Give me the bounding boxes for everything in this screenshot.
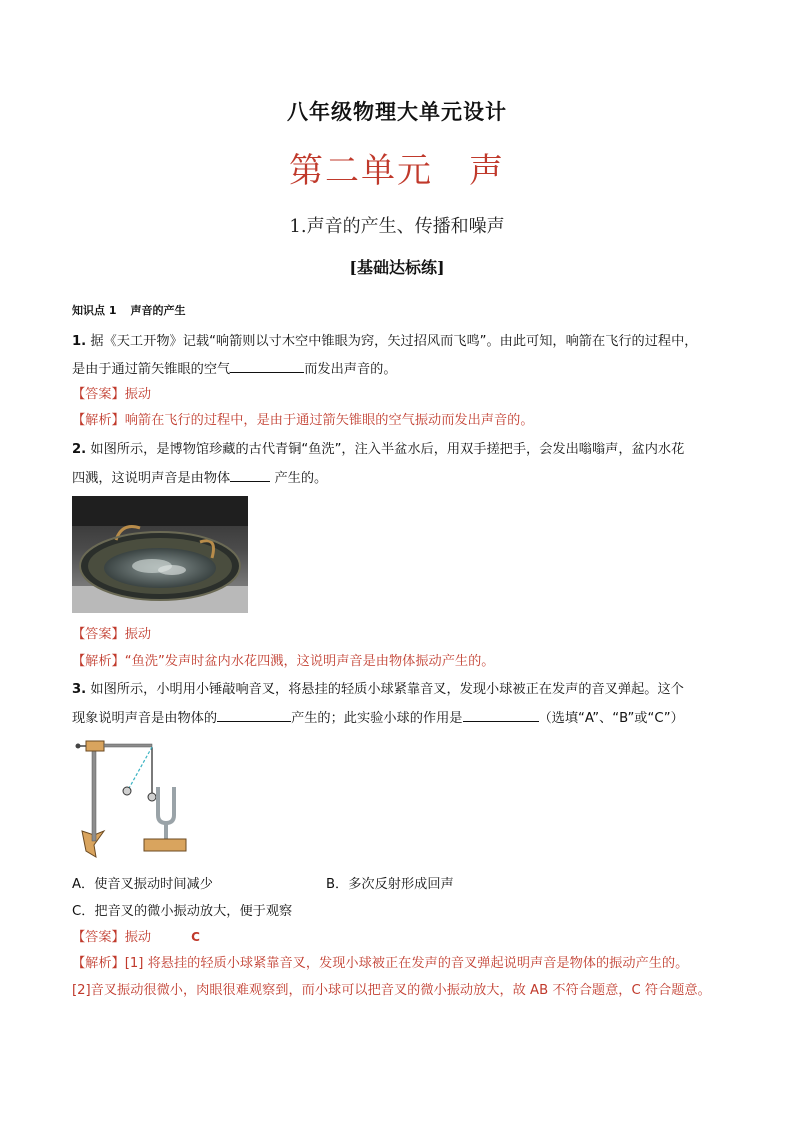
question-2-line-1: 2. 如图所示，是博物馆珍藏的古代青铜“鱼洗”，注入半盆水后，用双手搓把手，会发出嗡嗡声，盆内水花: [72, 442, 685, 457]
knowledge-point-label: 知识点 1: [72, 304, 117, 317]
option-b: B．多次反射形成回声: [326, 877, 454, 892]
answer-tag: 【答案】: [72, 930, 125, 945]
question-3-line-1: 3. 如图所示，小明用小锤敲响音叉，将悬挂的轻质小球紧靠音叉，发现小球被正在发声的音叉弹起。这个: [72, 682, 684, 697]
question-1-line-1: 1. 据《天工开物》记载“响箭则以寸木空中锥眼为窍，矢过招风而飞鸣”。由此可知，响箭在飞行的过程中，: [72, 334, 698, 349]
question-1-analysis: 【解析】响箭在飞行的过程中，是由于通过箭矢锥眼的空气振动而发出声音的。: [72, 413, 534, 428]
answer-tag: 【答案】: [72, 627, 125, 642]
tuning-fork-diagram: [72, 735, 192, 860]
answer-blank: [230, 359, 304, 373]
lesson-title: 1.声音的产生、传播和噪声: [289, 216, 505, 237]
question-2-analysis: 【解析】“鱼洗”发声时盆内水花四溅，这说明声音是由物体振动产生的。: [72, 654, 495, 669]
analysis-tag: 【解析】: [72, 956, 125, 971]
knowledge-point-title: 声音的产生: [130, 304, 186, 317]
unit-topic: 声: [469, 151, 505, 191]
question-1-number: 1.: [72, 334, 87, 349]
question-1-answer: 【答案】振动: [72, 387, 152, 402]
bronze-basin-photo: [72, 496, 248, 613]
question-3-analysis-2: [2]音叉振动很微小，肉眼很难观察到，而小球可以把音叉的微小振动放大，故 AB 不符合题意，C 符合题意。: [72, 983, 711, 998]
question-3-answer: 【答案】振动 C: [72, 930, 200, 945]
answer-blank: [230, 468, 270, 482]
answer-blank: [463, 708, 539, 722]
unit-title: [0, 143, 794, 192]
option-c: C．把音叉的微小振动放大，便于观察: [72, 904, 293, 919]
question-2-number: 2.: [72, 442, 87, 457]
question-3-line-2: 现象说明声音是由物体的 产生的；此实验小球的作用是 （选填“A”、“B”或“C”）: [72, 708, 684, 728]
document-title: 八年级物理大单元设计: [287, 100, 507, 124]
unit-number: 第二单元: [289, 151, 433, 191]
question-2-answer: 【答案】振动: [72, 627, 152, 642]
analysis-tag: 【解析】: [72, 413, 125, 428]
option-a: A．使音叉振动时间减少: [72, 877, 213, 892]
answer-tag: 【答案】: [72, 387, 125, 402]
question-3-number: 3.: [72, 682, 87, 697]
exercise-level: [基础达标练]: [349, 258, 445, 277]
analysis-tag: 【解析】: [72, 654, 125, 669]
question-1-line-2: 是由于通过箭矢锥眼的空气 而发出声音的。: [72, 359, 397, 379]
knowledge-point-heading: [72, 302, 185, 318]
question-2-line-2: 四溅，这说明声音是由物体 产生的。: [72, 468, 327, 488]
question-3-analysis-1: 【解析】[1] 将悬挂的轻质小球紧靠音叉，发现小球被正在发声的音叉弹起说明声音是物体的振动产生的。: [72, 956, 689, 971]
answer-blank: [217, 708, 291, 722]
